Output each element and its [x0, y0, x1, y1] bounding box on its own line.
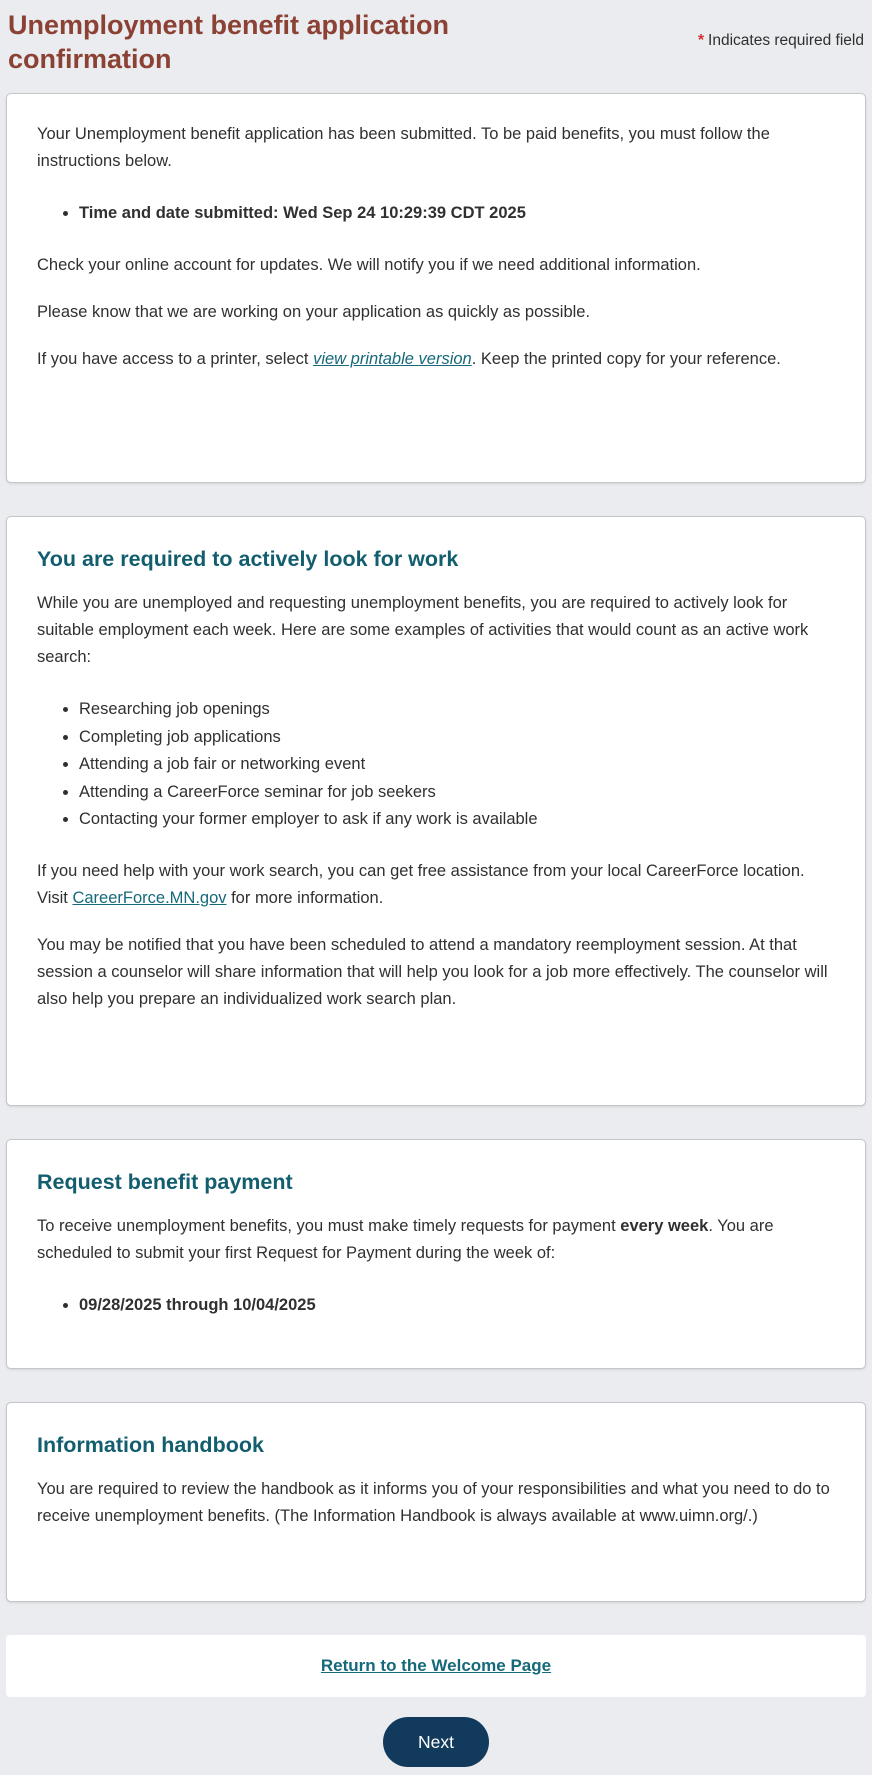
- activity-item: • Contacting your former employer to ask if any work is available: [79, 806, 835, 833]
- activity-item: • Attending a job fair or networking event: [79, 751, 835, 778]
- activity-item: • Researching job openings: [79, 696, 835, 723]
- help-text-after: for more information.: [226, 889, 384, 907]
- view-printable-version-link[interactable]: view printable version: [313, 350, 472, 368]
- payment-intro: [37, 1213, 835, 1267]
- required-asterisk-icon: *: [697, 32, 705, 49]
- payment-week-item: • 09/28/2025 through 10/04/2025: [79, 1292, 835, 1319]
- welcome-link-bar: [6, 1635, 866, 1697]
- payment-text-after: . You are scheduled to submit your first Request for Payment during the week of:: [37, 1217, 774, 1262]
- required-note-text: Indicates required field: [708, 32, 864, 49]
- payment-text-before: To receive unemployment benefits, you must make timely requests for payment: [37, 1217, 621, 1235]
- work-search-intro: While you are unemployed and requesting unemployment benefits, you are required to actively look for suitable employment each week. Here are some examples of activities that would count as an active work search:: [37, 594, 809, 666]
- activity-item: • Attending a CareerForce seminar for job seekers: [79, 779, 835, 806]
- payment-week-list: [37, 1292, 835, 1319]
- page-title: Unemployment benefit application confirmation: [8, 10, 450, 74]
- next-button[interactable]: Next: [383, 1717, 489, 1767]
- handbook-heading: Information handbook: [37, 1433, 264, 1457]
- help-text-before: If you need help with your work search, you can get free assistance from your local CareerForce location. Visit: [37, 862, 805, 907]
- careerforce-help-text: [37, 858, 835, 912]
- work-search-activities-list: [37, 696, 835, 833]
- page-header: [6, 6, 866, 76]
- confirmation-card: [6, 93, 866, 483]
- payment-heading: Request benefit payment: [37, 1170, 293, 1194]
- check-account-text: Check your online account for updates. We will notify you if we need additional information.: [37, 256, 701, 274]
- printable-text-before: If you have access to a printer, select: [37, 350, 314, 368]
- every-week-emphasis: every week: [620, 1217, 709, 1235]
- printable-version-text: [37, 346, 835, 373]
- work-search-card: [6, 516, 866, 1106]
- printable-text-after: . Keep the printed copy for your reference.: [471, 350, 781, 368]
- careerforce-link[interactable]: CareerForce.MN.gov: [72, 889, 227, 907]
- reemployment-session-text: You may be notified that you have been scheduled to attend a mandatory reemployment session. At that session a counselor will share information that will help you look for a job more effectively. The counselor will also help you prepare an individualized work search plan.: [37, 936, 828, 1008]
- return-to-welcome-link[interactable]: Return to the Welcome Page: [320, 1656, 552, 1675]
- activity-item: • Completing job applications: [79, 724, 835, 751]
- submitted-time-item: • Time and date submitted: Wed Sep 24 10:29:39 CDT 2025: [79, 200, 835, 227]
- work-search-heading: You are required to actively look for work: [37, 547, 459, 571]
- submitted-time-list: [37, 200, 835, 227]
- handbook-card: [6, 1402, 866, 1602]
- confirmation-intro: Your Unemployment benefit application has been submitted. To be paid benefits, you must follow the instructions below.: [37, 125, 770, 170]
- handbook-body: You are required to review the handbook as it informs you of your responsibilities and what you need to do to receive unemployment benefits. (The Information Handbook is always available at www.uimn.org/.): [37, 1480, 830, 1525]
- required-field-note: [698, 8, 864, 50]
- working-on-application-text: Please know that we are working on your application as quickly as possible.: [37, 303, 591, 321]
- payment-card: [6, 1139, 866, 1369]
